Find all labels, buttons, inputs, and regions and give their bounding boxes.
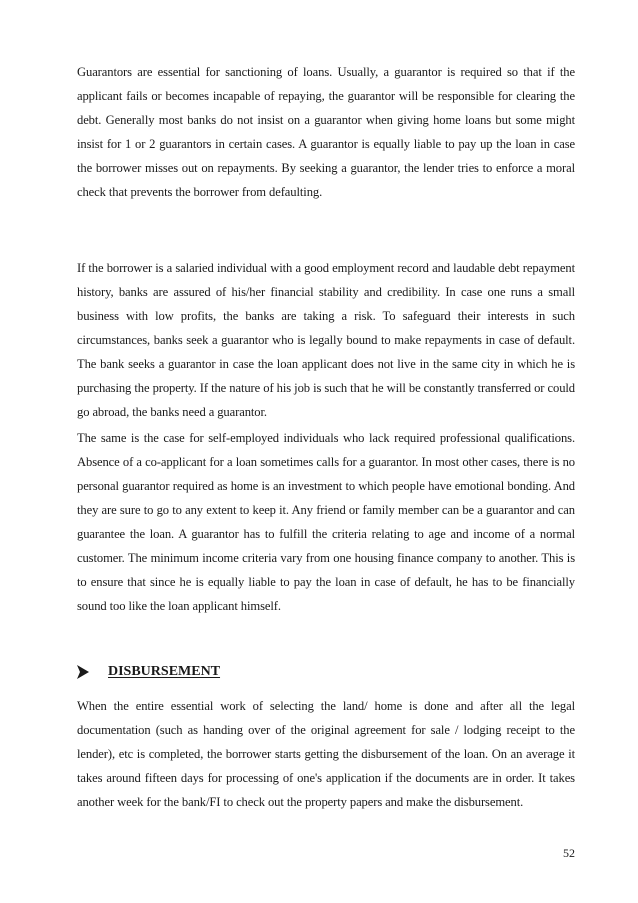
page-number: 52 [563, 846, 575, 860]
section-heading-text: DISBURSEMENT [108, 664, 221, 679]
paragraph-disbursement: When the entire essential work of selecting the land/ home is done and after all the legal documentation (such as handing over of the original agreement for sale / lodging receipt to the lender), etc is completed, the borrower starts getting the disbursement of the loan. On an average it takes around fifteen days for processing of one's application if the documents are in order. It takes another week for the bank/FI to check out the property papers and make the disbursement. [77, 699, 575, 809]
paragraph-self-employed: The same is the case for self-employed individuals who lack required professional qualifications. Absence of a co-applicant for a loan sometimes calls for a guarantor. In most other cases, there is no personal guarantor required as home is an investment to which people have emotional bonding. And they are sure to go to any extent to keep it. Any friend or family member can be a guarantor and can guarantee the loan. A guarantor has to fulfill the criteria relating to age and income of a normal customer. The minimum income criteria vary from one housing finance company to another. This is to ensure that since he is equally liable to pay the loan in case of default, he has to be financially sound too like the loan applicant himself. [77, 431, 575, 613]
paragraph-salaried-borrower: If the borrower is a salaried individual with a good employment record and laudable debt repayment history, banks are assured of his/her financial stability and credibility. In case one runs a small business with low profits, the banks are taking a risk. To safeguard their interests in such circumstances, banks seek a guarantor who is legally bound to make repayments in case of default. The bank seeks a guarantor in case the loan applicant does not live in the same city in which he is purchasing the property. If the nature of his job is such that he will be constantly transferred or could go abroad, the banks need a guarantor. [77, 261, 575, 419]
arrow-bullet-icon [77, 665, 89, 679]
paragraph-guarantors-essential: Guarantors are essential for sanctioning of loans. Usually, a guarantor is required so that if the applicant fails or becomes incapable of repaying, the guarantor will be responsible for clearing the debt. Generally most banks do not insist on a guarantor when giving home loans but some might insist for 1 or 2 guarantors in certain cases. A guarantor is equally liable to pay up the loan in case the borrower misses out on repayments. By seeking a guarantor, the lender tries to enforce a moral check that prevents the borrower from defaulting. [77, 65, 575, 199]
section-heading [77, 660, 220, 684]
